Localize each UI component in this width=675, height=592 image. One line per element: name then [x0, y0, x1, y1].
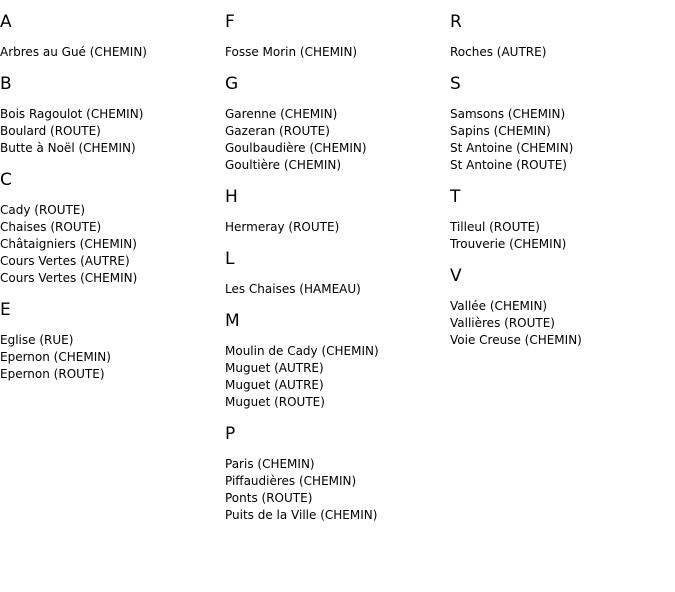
list-item [0, 236, 225, 253]
list-item [450, 315, 675, 332]
street-link[interactable]: Cady (ROUTE) [0, 203, 86, 217]
letter-group [225, 249, 450, 298]
street-link[interactable]: Fosse Morin (CHEMIN) [225, 45, 358, 59]
list-item [225, 507, 450, 524]
street-link[interactable]: Piffaudières (CHEMIN) [225, 474, 357, 488]
index-column [450, 0, 675, 359]
street-list [0, 44, 225, 61]
street-link[interactable]: Ponts (ROUTE) [225, 491, 313, 505]
list-item [225, 377, 450, 394]
list-item [0, 253, 225, 270]
list-item [450, 123, 675, 140]
street-link[interactable]: Epernon (ROUTE) [0, 367, 105, 381]
street-link[interactable]: Epernon (CHEMIN) [0, 350, 111, 364]
list-item [0, 123, 225, 140]
letter-group [225, 311, 450, 411]
list-item [0, 366, 225, 383]
list-item [225, 140, 450, 157]
street-link[interactable]: Cours Vertes (CHEMIN) [0, 271, 138, 285]
list-item [225, 394, 450, 411]
list-item [0, 270, 225, 287]
list-item [0, 44, 225, 61]
street-list [225, 281, 450, 298]
list-item [0, 349, 225, 366]
list-item [450, 298, 675, 315]
letter-group [225, 12, 450, 61]
letter-group [0, 170, 225, 287]
letter-heading: S [450, 74, 461, 94]
list-item [450, 140, 675, 157]
street-link[interactable]: Chaises (ROUTE) [0, 220, 102, 234]
letter-heading: G [225, 74, 239, 94]
letter-heading: T [450, 187, 461, 207]
street-list [0, 332, 225, 383]
street-link[interactable]: Garenne (CHEMIN) [225, 107, 338, 121]
list-item [450, 106, 675, 123]
street-link[interactable]: Vallières (ROUTE) [450, 316, 555, 330]
letter-group [450, 266, 675, 349]
list-item [225, 157, 450, 174]
street-link[interactable]: Muguet (AUTRE) [225, 361, 324, 375]
street-link[interactable]: Puits de la Ville (CHEMIN) [225, 508, 378, 522]
street-link[interactable]: Bois Ragoulot (CHEMIN) [0, 107, 144, 121]
street-link[interactable]: Arbres au Gué (CHEMIN) [0, 45, 147, 59]
list-item [450, 219, 675, 236]
letter-group [450, 74, 675, 174]
street-link[interactable]: Vallée (CHEMIN) [450, 299, 548, 313]
letter-heading: A [0, 12, 12, 32]
street-link[interactable]: St Antoine (CHEMIN) [450, 141, 574, 155]
list-item [0, 332, 225, 349]
letter-heading: F [225, 12, 235, 32]
letter-heading: R [450, 12, 462, 32]
street-link[interactable]: St Antoine (ROUTE) [450, 158, 567, 172]
list-item [225, 106, 450, 123]
letter-group [225, 424, 450, 524]
index-column [225, 0, 450, 534]
street-link[interactable]: Sapins (CHEMIN) [450, 124, 551, 138]
street-link[interactable]: Les Chaises (HAMEAU) [225, 282, 361, 296]
list-item [225, 219, 450, 236]
list-item [225, 44, 450, 61]
street-link[interactable]: Roches (AUTRE) [450, 45, 547, 59]
letter-heading: C [0, 170, 12, 190]
letter-group [225, 187, 450, 236]
street-link[interactable]: Hermeray (ROUTE) [225, 220, 340, 234]
letter-heading: B [0, 74, 12, 94]
street-list [225, 106, 450, 174]
street-list [0, 202, 225, 287]
street-link[interactable]: Goultière (CHEMIN) [225, 158, 342, 172]
list-item [225, 456, 450, 473]
letter-heading: L [225, 249, 235, 269]
letter-heading: M [225, 311, 240, 331]
street-list [450, 298, 675, 349]
street-list [450, 219, 675, 253]
street-link[interactable]: Butte à Noël (CHEMIN) [0, 141, 136, 155]
letter-heading: P [225, 424, 236, 444]
street-link[interactable]: Muguet (AUTRE) [225, 378, 324, 392]
list-item [0, 219, 225, 236]
letter-heading: E [0, 300, 11, 320]
list-item [0, 140, 225, 157]
list-item [450, 332, 675, 349]
street-list [225, 343, 450, 411]
list-item [225, 343, 450, 360]
street-link[interactable]: Voie Creuse (CHEMIN) [450, 333, 582, 347]
street-link[interactable]: Trouverie (CHEMIN) [450, 237, 567, 251]
street-link[interactable]: Boulard (ROUTE) [0, 124, 101, 138]
letter-heading: V [450, 266, 462, 286]
list-item [225, 473, 450, 490]
list-item [450, 157, 675, 174]
street-list [225, 44, 450, 61]
letter-group [225, 74, 450, 174]
street-list [225, 456, 450, 524]
street-link[interactable]: Châtaigniers (CHEMIN) [0, 237, 137, 251]
street-list [450, 44, 675, 61]
letter-group [0, 74, 225, 157]
street-link[interactable]: Goulbaudière (CHEMIN) [225, 141, 367, 155]
letter-heading: H [225, 187, 238, 207]
list-item [225, 123, 450, 140]
list-item [225, 490, 450, 507]
index-column [0, 0, 225, 393]
list-item [225, 281, 450, 298]
list-item [0, 202, 225, 219]
list-item [0, 106, 225, 123]
street-link[interactable]: Paris (CHEMIN) [225, 457, 315, 471]
street-list [450, 106, 675, 174]
street-link[interactable]: Moulin de Cady (CHEMIN) [225, 344, 379, 358]
list-item [450, 44, 675, 61]
street-link[interactable]: Samsons (CHEMIN) [450, 107, 566, 121]
letter-group [0, 300, 225, 383]
street-link[interactable]: Muguet (ROUTE) [225, 395, 325, 409]
street-link[interactable]: Eglise (RUE) [0, 333, 74, 347]
letter-group [0, 12, 225, 61]
street-link[interactable]: Gazeran (ROUTE) [225, 124, 330, 138]
street-link[interactable]: Cours Vertes (AUTRE) [0, 254, 130, 268]
list-item [225, 360, 450, 377]
letter-group [450, 12, 675, 61]
list-item [450, 236, 675, 253]
street-list [0, 106, 225, 157]
street-link[interactable]: Tilleul (ROUTE) [450, 220, 540, 234]
street-list [225, 219, 450, 236]
letter-group [450, 187, 675, 253]
